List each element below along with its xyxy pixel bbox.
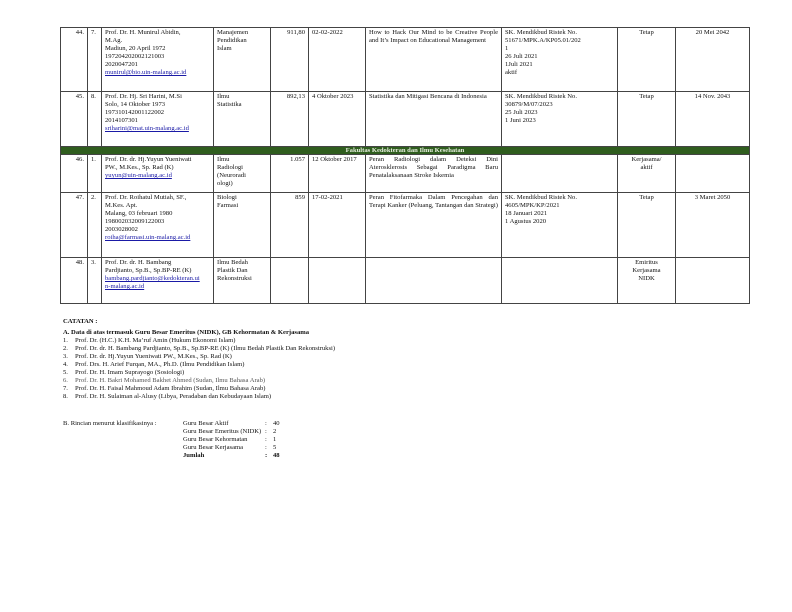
field-line: Pendidikan <box>217 37 247 44</box>
decree-info <box>502 258 618 304</box>
note-number: 6. <box>63 377 68 384</box>
field-line: Statistika <box>217 101 242 108</box>
note-item <box>63 369 663 377</box>
summary-label: Guru Besar Emeritus (NIDK) <box>183 428 262 435</box>
field-line: Manajemen <box>217 29 249 36</box>
summary-value: 2 <box>273 428 277 435</box>
summary-value: 40 <box>273 420 280 427</box>
note-item <box>63 377 663 385</box>
email-text[interactable]: roiha@farmasi.uin-malang.ac.id <box>105 234 191 241</box>
notes-title: CATATAN : <box>63 318 98 325</box>
decree-line: 25 Juli 2023 <box>505 109 538 116</box>
field-of-study <box>214 92 271 147</box>
identity-line: 2020047201 <box>105 61 138 68</box>
summary-row <box>183 444 280 452</box>
retirement-date: 3 Maret 2050 <box>676 193 750 258</box>
notes-list <box>63 337 663 401</box>
field-of-study <box>214 258 271 304</box>
identity-line: Prof. Dr. H. Munirul Abidin, <box>105 29 181 36</box>
section-a-heading: A. Data di atas termasuk Guru Besar Emeritus (NIDK), GB Kehormatan & Kerjasama <box>63 329 310 336</box>
decree-line: 51671/MPK.A/KP05.01/202 <box>505 37 581 44</box>
professor-identity <box>102 155 214 193</box>
row-number: 47. <box>61 193 88 258</box>
professor-identity <box>102 28 214 92</box>
score <box>271 258 309 304</box>
field-line: Ilmu <box>217 156 230 163</box>
decree-info <box>502 28 618 92</box>
decree-line: SK. Mendikbud Ristek No. <box>505 93 577 100</box>
status-line: Kerjasama/ <box>631 156 662 163</box>
professor-identity <box>102 258 214 304</box>
decree-line: 18 Januari 2021 <box>505 210 548 217</box>
field-line: ologi) <box>217 180 233 187</box>
decree-info <box>502 155 618 193</box>
inauguration-date: 17-02-2021 <box>309 193 366 258</box>
section-b-heading <box>63 420 157 428</box>
summary-value: 1 <box>273 436 277 443</box>
decree-line: 1 <box>505 45 509 52</box>
table-row <box>61 92 750 147</box>
field-line: Ilmu Bedah <box>217 259 248 266</box>
faculty-header-row <box>61 147 750 155</box>
email-link[interactable] <box>105 234 210 242</box>
field-line: Islam <box>217 45 232 52</box>
inaugural-speech-title <box>366 258 502 304</box>
note-text: Prof. Dr. H. Imam Suprayogo (Sosiologi) <box>75 369 185 376</box>
score: 859 <box>271 193 309 258</box>
note-item <box>63 393 663 401</box>
status <box>618 193 676 258</box>
field-line: (Neuroradi <box>217 172 246 179</box>
email-link[interactable] <box>105 172 210 180</box>
note-item <box>63 337 663 345</box>
row-subnumber: 8. <box>88 92 102 147</box>
summary-colon: : <box>265 444 267 451</box>
identity-line: Prof. Dr. Hj. Sri Harini, M.Si <box>105 93 182 100</box>
row-number: 48. <box>61 258 88 304</box>
note-text: Prof. Dr. H. Bakri Mohamed Bakhet Ahmed (Sudan, Ilmu Bahasa Arab) <box>75 377 266 384</box>
decree-line: 1 Juni 2023 <box>505 117 536 124</box>
table-row <box>61 258 750 304</box>
status-line: Tetap <box>639 194 654 201</box>
inaugural-speech-title: Peran Fitofarmaka Dalam Pencegahan dan Terapi Kanker (Peluang, Tantangan dan Strategi) <box>366 193 502 258</box>
email-text[interactable]: bambang.pardjianto@kedokteran.ui n-malang.ac.id <box>105 275 200 290</box>
decree-line: aktif <box>505 69 518 76</box>
note-number: 4. <box>63 361 68 368</box>
row-number: 44. <box>61 28 88 92</box>
note-item <box>63 385 663 393</box>
decree-line: SK. Mendikbud Ristek No. <box>505 194 577 201</box>
summary-label: Jumlah <box>183 452 205 459</box>
notes-section <box>63 318 663 401</box>
status <box>618 155 676 193</box>
decree-info <box>502 193 618 258</box>
status-line: Emiritus <box>635 259 658 266</box>
field-of-study <box>214 155 271 193</box>
status-line: aktif <box>640 164 653 171</box>
summary-row <box>183 452 280 460</box>
retirement-date: 14 Nov. 2043 <box>676 92 750 147</box>
note-text: Prof. Dr. dr. H. Bambang Pardjianto, Sp.B., Sp.BP-RE (K) (Ilmu Bedah Plastik Dan Rekonstruksi) <box>75 345 336 352</box>
inauguration-date <box>309 258 366 304</box>
email-link[interactable] <box>105 69 210 77</box>
note-number: 2. <box>63 345 68 352</box>
identity-line: Prof. Dr. dr. H. Bambang <box>105 259 172 266</box>
summary-label: Guru Besar Aktif <box>183 420 229 427</box>
email-text[interactable]: munirul@bio.uin-malang.ac.id <box>105 69 187 76</box>
identity-line: 2014107301 <box>105 117 138 124</box>
table-row <box>61 155 750 193</box>
identity-line: M.Ag. <box>105 37 123 44</box>
summary-row <box>183 428 280 436</box>
email-text[interactable]: sriharini@mat.uin-malang.ac.id <box>105 125 189 132</box>
identity-line: 197204202002121003 <box>105 53 165 60</box>
identity-line: Prof. Dr. dr. Hj.Yuyun Yueniwati <box>105 156 192 163</box>
summary-label: Guru Besar Kehormatan <box>183 436 248 443</box>
row-number: 45. <box>61 92 88 147</box>
status-line: Tetap <box>639 29 654 36</box>
field-line: Radiologi <box>217 164 244 171</box>
row-subnumber: 1. <box>88 155 102 193</box>
summary-colon: : <box>265 452 268 459</box>
field-of-study <box>214 193 271 258</box>
score: 1.057 <box>271 155 309 193</box>
note-text: Prof. Dr. H. Sulaiman al-Alusy (Libya, Peradaban dan Kebudayaan Islam) <box>75 393 272 400</box>
status-line: Kerjasama <box>632 267 661 274</box>
inaugural-speech-title: Statistika dan Mitigasi Bencana di Indonesia <box>366 92 502 147</box>
status-line: NIDK <box>638 275 655 282</box>
note-text: Prof. Drs. H. Arief Furqan, MA., Ph.D. (Ilmu Pendidikan Islam) <box>75 361 245 368</box>
table-body-lower <box>61 155 750 304</box>
inaugural-speech-title: How to Hack Our Mind to be Creative People and It’s Impact on Educational Management <box>366 28 502 92</box>
status <box>618 28 676 92</box>
decree-line: 4605/MPK/KP/2021 <box>505 202 560 209</box>
retirement-date: 20 Mei 2042 <box>676 28 750 92</box>
professor-table <box>60 27 750 304</box>
identity-line: Malang, 03 februari 1980 <box>105 210 173 217</box>
score: 892,13 <box>271 92 309 147</box>
summary-value: 5 <box>273 444 277 451</box>
row-number: 46. <box>61 155 88 193</box>
note-text: Prof. Dr. dr. Hj.Yuyun Yueniwati PW., M.Kes., Sp. Rad (K) <box>75 353 232 360</box>
table-row <box>61 28 750 92</box>
table-row <box>61 193 750 258</box>
inauguration-date: 02-02-2022 <box>309 28 366 92</box>
professor-identity <box>102 193 214 258</box>
identity-line: 2003028002 <box>105 226 138 233</box>
section-b-label: B. Rincian menurut klasifikasinya : <box>63 420 157 427</box>
note-text: Prof. Dr. H. Faisal Mahmoud Adam Ibrahim (Sudan, Ilmu Bahasa Arab) <box>75 385 266 392</box>
identity-line: Solo, 14 Oktober 1973 <box>105 101 166 108</box>
inauguration-date: 4 Oktober 2023 <box>309 92 366 147</box>
row-subnumber: 7. <box>88 28 102 92</box>
email-link[interactable] <box>105 275 210 291</box>
field-line: Ilmu <box>217 93 230 100</box>
inaugural-speech-title: Peran Radiologi dalam Deteksi Dini Aterosklerosis Sebagai Paradigma Baru Penatalaksanaan Stroke Iskemia <box>366 155 502 193</box>
inauguration-date: 12 Oktober 2017 <box>309 155 366 193</box>
decree-line: 26 Juli 2021 <box>505 53 538 60</box>
decree-line: SK. Mendikbud Ristek No. <box>505 29 577 36</box>
classification-summary <box>183 420 280 460</box>
note-text: Prof. Dr. (H.C.) K.H. Ma’ruf Amin (Hukum Ekonomi Islam) <box>75 337 236 344</box>
identity-line: Prof. Dr. Roihatul Mutiah, SF., <box>105 194 187 201</box>
score: 911,80 <box>271 28 309 92</box>
status-line: Tetap <box>639 93 654 100</box>
email-link[interactable] <box>105 125 210 133</box>
note-number: 3. <box>63 353 68 360</box>
note-item <box>63 345 663 353</box>
summary-colon: : <box>265 420 267 427</box>
decree-info <box>502 92 618 147</box>
note-number: 8. <box>63 393 68 400</box>
identity-line: Pardjianto, Sp.B., Sp.BP-RE (K) <box>105 267 192 274</box>
note-item <box>63 361 663 369</box>
field-line: Farmasi <box>217 202 239 209</box>
decree-line: 1 Agustus 2020 <box>505 218 547 225</box>
note-number: 5. <box>63 369 68 376</box>
table-body-upper <box>61 28 750 147</box>
status <box>618 92 676 147</box>
summary-value: 48 <box>273 452 280 459</box>
summary-row <box>183 436 280 444</box>
status <box>618 258 676 304</box>
summary-label: Guru Besar Kerjasama <box>183 444 244 451</box>
identity-line: Madiun, 20 April 1972 <box>105 45 166 52</box>
retirement-date <box>676 155 750 193</box>
summary-colon: : <box>265 428 267 435</box>
field-of-study <box>214 28 271 92</box>
identity-line: 198002032009122003 <box>105 218 165 225</box>
identity-line: PW., M.Kes., Sp. Rad (K) <box>105 164 174 171</box>
row-subnumber: 2. <box>88 193 102 258</box>
note-item <box>63 353 663 361</box>
identity-line: M.Kes. Apt. <box>105 202 138 209</box>
note-number: 1. <box>63 337 68 344</box>
row-subnumber: 3. <box>88 258 102 304</box>
summary-colon: : <box>265 436 267 443</box>
professor-identity <box>102 92 214 147</box>
summary-row <box>183 420 280 428</box>
identity-line: 197310142001122002 <box>105 109 165 116</box>
field-line: Plastik Dan <box>217 267 248 274</box>
retirement-date <box>676 258 750 304</box>
faculty-header: Fakultas Kedokteran dan Ilmu Kesehatan <box>61 147 750 155</box>
email-text[interactable]: yuyun@uin-malang.ac.id <box>105 172 172 179</box>
note-number: 7. <box>63 385 68 392</box>
field-line: Rekonstruksi <box>217 275 252 282</box>
field-line: Biologi <box>217 194 237 201</box>
decree-line: 1Juli 2021 <box>505 61 533 68</box>
decree-line: 30879/M/07/2023 <box>505 101 553 108</box>
